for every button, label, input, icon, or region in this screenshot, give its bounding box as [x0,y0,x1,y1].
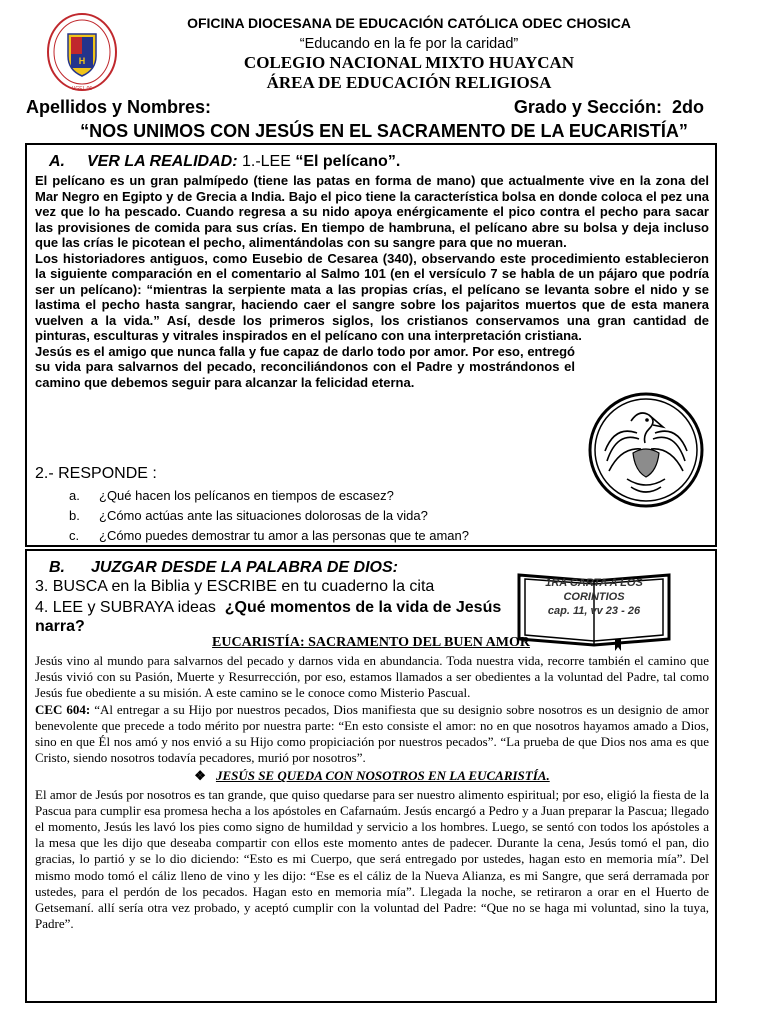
question-list [69,486,469,546]
question-label: a. [69,488,80,503]
document-header [0,0,768,148]
section-a-instruction: 1.-LEE [241,153,291,170]
eucharist-reading [35,653,709,932]
citation-line: 1RA CARTA A LOS [545,577,643,589]
citation-line: CORINTIOS [563,591,625,603]
question-text: ¿Cómo puedes demostrar tu amor a las personas que te aman? [99,528,469,543]
reading-paragraph: Jesús es el amigo que nunca falla y fue capaz de darlo todo por amor. Por eso, entregó su vida para salvarnos del pecado, reconciliándonos con el Padre y mostrándonos el camino que debemos seguir para alcanzar la felicidad eterna. [35,343,575,390]
pelican-icon [587,391,705,509]
read-instruction [35,598,505,636]
search-instruction: 3. BUSCA en la Biblia y ESCRIBE en tu cuaderno la cita [35,578,435,595]
read-instruction-question: ¿Qué momentos de la vida de Jesús narra? [35,599,502,635]
reading-title: “El pelícano”. [295,153,401,170]
svg-text:H: H [78,56,86,66]
section-b-box [25,549,717,1003]
respond-label: 2.- RESPONDE : [35,465,157,482]
section-a-heading [49,153,400,171]
eucharist-subtitle-2 [35,768,709,784]
section-b-title: JUZGAR DESDE LA PALABRA DE DIOS: [91,559,398,576]
section-a-box [25,143,717,547]
list-item [69,526,469,546]
question-label: b. [69,508,80,523]
question-label: c. [69,528,80,543]
section-b-letter: B. [49,559,65,576]
list-item [69,506,469,526]
grade-value: 2do [671,97,704,117]
area-name: ÁREA DE EDUCACIÓN RELIGIOSA [266,73,552,92]
grade-label: Grado y Sección: [513,97,662,117]
eucharist-subtitle: EUCARISTÍA: SACRAMENTO DEL BUEN AMOR [212,635,530,650]
motto: “Educando en la fe por la caridad” [299,36,519,52]
cec-label: CEC 604: [35,701,91,717]
main-title: “NOS UNIMOS CON JESÚS EN EL SACRAMENTO DE LA EUCARISTÍA” [80,121,688,141]
logo-caption: UGEL 06 [71,86,93,92]
reading-paragraph: Los historiadores antiguos, como Eusebio de Cesarea (340), observando este procedimiento establecieron la siguiente comparación en el comentario al Salmo 101 (en el versículo 7 se habla de un pájaro que podría ser un pelícano): “mientras la serpiente mata a las propias crías, el pelícano se levanta sobre el nido y se lastima el pecho hasta sangrar, haciendo caer el sangre sobre los pajaritos muertos que de esta manera vuelven a la vida.” Así, desde los primeros siglos, los cristianos conservamos una gran cantidad de pinturas, esculturas y vitrales inspirados en el pelícano con una interpretación cristiana. [35,250,709,343]
question-text: ¿Cómo actúas ante las situaciones dolorosas de la vida? [99,508,428,523]
reading-paragraph: El pelícano es un gran palmípedo (tiene las patas en forma de mano) que actualmente vive en la zona del Mar Negro en Egipto y de Grecia a India. Bajo el pico tiene la característica bolsa en donde coloca el pez una vez que lo ha pescado. Cuando regresa a su nido apoya enérgicamente el pico contra el pecho para sacar las provisiones de comida para sus crías. En tiempo de hambruna, el pelícano abre su bolsa y deja incluso que las crías le picotean el pecho, alimentándolas con su sangre para que no mueran. [35,173,709,250]
read-instruction-prefix: 4. LEE y SUBRAYA ideas [35,599,216,616]
pelican-reading [35,173,709,390]
school-name: COLEGIO NACIONAL MIXTO HUAYCAN [243,53,575,72]
reading-paragraph: Jesús vino al mundo para salvarnos del pecado y darnos vida en abundancia. Toda nuestra vida, recorre también el camino que Jesús vivió con su Pasión, Muerte y Resurrección, por eso, estamos llamados a ser obedientes a la voluntad del Padre, tal como Jesús fue obediente a su misión. A este camino se le conoce como Misterio Pascual. [35,653,709,701]
name-label: Apellidos y Nombres: [26,97,212,117]
question-text: ¿Qué hacen los pelícanos en tiempos de escasez? [99,488,394,503]
section-a-title: VER LA REALIDAD: [87,153,238,170]
diocesan-office-title: OFICINA DIOCESANA DE EDUCACIÓN CATÓLICA ODEC CHOSICA [187,15,631,31]
diamond-bullet-icon: ❖ [194,768,206,784]
cec-paragraph [35,702,709,767]
reading-paragraph: El amor de Jesús por nosotros es tan grande, que quiso quedarse para ser nuestro alimento espiritual; por eso, eligió la fiesta de la Pascua para cumplir esa promesa hecha a los apóstoles en Cafarnaúm. Jesús encargó a Pedro y a Juan preparar la Pascua; llegado el momento, Jesús les lavó los pies como signo de humildad y servicio a los hombres. Luego, se sentó con todos los apóstoles a la mesa que les dijo que deseaba compartir con ellos este momento antes de padecer. Durante la cena, Jesús tomó el pan, dio gracias, lo partió y se lo dio diciendo: “Esto es mi Cuerpo, que será entregado por ustedes, hagan esto en memoria mía”. Del mismo modo tomó el cáliz lleno de vino y les dijo: “Ese es el cáliz de la Nueva Alianza, es mi Sangre, que será derramada por ustedes, para el perdón de los pecados. Hagan esto en memoria mía”. Llegada la noche, se retiraron a orar en el Huerto de Getsemaní. allí sería otra vez probado, y aceptó cumplir con la voluntad del Padre: “Que no se haga mi voluntad, sino la tuya, Padre”. [35,786,709,932]
cec-text: “Al entregar a su Hijo por nuestros pecados, Dios manifiesta que su designio sobre nosotros es un designio de amor benevolente que precede a todo mérito por nuestra parte: “En esto consiste el amor: no en que nosotros hayamos amado a Dios, sino en que Él nos amó y nos envió a su Hijo como propiciación por nuestros pecados”. “La prueba de que Dios nos ama es que Cristo, siendo nosotros todavía pecadores, murió por nosotros”. [35,701,709,766]
subtitle-2-text: JESÚS SE QUEDA CON NOSOTROS EN LA EUCARISTÍA. [215,768,550,784]
citation-line: cap. 11, vv 23 - 26 [547,605,641,617]
grade-section [514,97,704,118]
bible-citation [529,576,659,618]
section-a-letter: A. [49,153,65,170]
section-b-heading [49,559,398,577]
list-item [69,486,469,506]
